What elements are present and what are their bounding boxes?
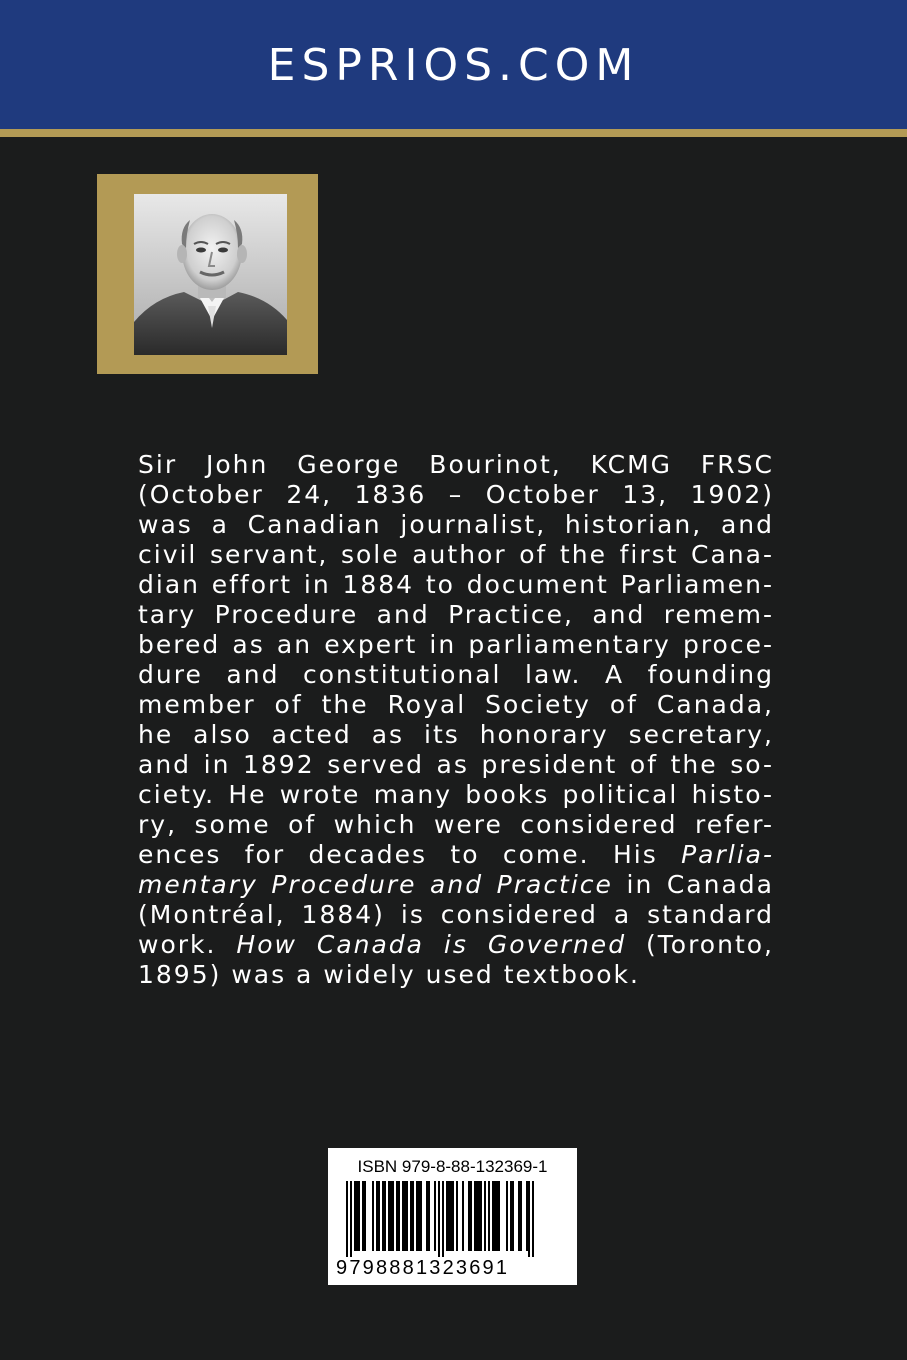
biography-line <box>138 960 774 990</box>
barcode-bar <box>350 1181 352 1257</box>
biography-line <box>138 720 774 750</box>
biography-line <box>138 660 774 690</box>
book-title-text: mentary Procedure and Practice <box>138 870 613 899</box>
biography-text: member of the Royal Society of Canada, <box>138 690 774 719</box>
barcode-bar <box>426 1181 430 1251</box>
biography-line <box>138 900 774 930</box>
biography-text: was a Canadian journalist, historian, and <box>138 510 774 539</box>
barcode-bar <box>410 1181 414 1251</box>
barcode-bar <box>506 1181 508 1251</box>
book-title-text: How Canada is Governed <box>236 930 627 959</box>
barcode-bar <box>526 1181 528 1251</box>
biography-line <box>138 810 774 840</box>
author-portrait-image <box>134 194 287 355</box>
biography-text: (Montréal, 1884) is considered a standard <box>138 900 774 929</box>
barcode-bar <box>532 1181 534 1257</box>
barcode-bar <box>346 1181 348 1257</box>
biography-text: ry, some of which were considered refer- <box>138 810 774 839</box>
barcode-bar <box>456 1181 458 1251</box>
biography-line <box>138 600 774 630</box>
barcode-bar <box>462 1181 464 1251</box>
author-portrait <box>134 194 287 355</box>
barcode-bar <box>362 1181 366 1251</box>
biography-line <box>138 630 774 660</box>
biography-text: and in 1892 served as president of the so- <box>138 750 774 779</box>
barcode-bar <box>372 1181 374 1251</box>
book-title-text: Parlia- <box>681 840 774 869</box>
biography-text: (Toronto, <box>626 930 774 959</box>
biography-text: ciety. He wrote many books political histo- <box>138 780 774 809</box>
biography-text: civil servant, sole author of the first Cana- <box>138 540 774 569</box>
biography-line <box>138 840 774 870</box>
barcode-bar <box>396 1181 400 1251</box>
biography-text: bered as an expert in parliamentary proce- <box>138 630 774 659</box>
barcode-bar <box>446 1181 454 1251</box>
biography-text: he also acted as its honorary secretary, <box>138 720 774 749</box>
biography-line <box>138 780 774 810</box>
biography-text: dure and constitutional law. A founding <box>138 660 774 689</box>
barcode-bar <box>388 1181 394 1251</box>
barcode-bar <box>442 1181 444 1257</box>
isbn-barcode-label <box>328 1148 577 1285</box>
biography-line <box>138 540 774 570</box>
isbn-number: ISBN 979-8-88-132369-1 <box>357 1157 548 1176</box>
barcode-bar <box>474 1181 482 1251</box>
biography-line <box>138 510 774 540</box>
portrait-frame <box>97 174 318 374</box>
barcode-bar <box>492 1181 500 1251</box>
barcode-bar <box>354 1181 360 1251</box>
biography-text: 1895) was a widely used textbook. <box>138 960 640 989</box>
barcode-bar <box>518 1181 522 1251</box>
barcode-bar <box>434 1181 436 1251</box>
barcode-bar <box>484 1181 486 1251</box>
biography-text: work. <box>138 930 237 959</box>
barcode-digits: 9798881323691 <box>336 1257 510 1279</box>
biography-text: Sir John George Bourinot, KCMG FRSC <box>138 450 774 479</box>
biography-text: tary Procedure and Practice, and remem- <box>138 600 774 629</box>
brand-title: ESPRIOS.COM <box>267 40 640 91</box>
author-biography <box>138 450 774 990</box>
header-gold-stripe <box>0 129 907 137</box>
barcode <box>346 1181 560 1257</box>
biography-line <box>138 450 774 480</box>
barcode-bar <box>528 1181 530 1257</box>
barcode-bar <box>382 1181 386 1251</box>
biography-line <box>138 750 774 780</box>
barcode-bar <box>416 1181 422 1251</box>
barcode-bar <box>376 1181 380 1251</box>
biography-line <box>138 480 774 510</box>
barcode-bar <box>402 1181 408 1251</box>
biography-text: (October 24, 1836 – October 13, 1902) <box>138 480 774 509</box>
barcode-bar <box>510 1181 514 1251</box>
biography-line <box>138 870 774 900</box>
brand-header <box>0 0 907 129</box>
biography-line <box>138 690 774 720</box>
biography-text: ences for decades to come. His <box>138 840 682 869</box>
biography-line <box>138 930 774 960</box>
biography-text: dian effort in 1884 to document Parliamen- <box>138 570 774 599</box>
barcode-bar <box>468 1181 472 1251</box>
barcode-bar <box>438 1181 440 1257</box>
barcode-bar <box>488 1181 490 1251</box>
biography-text: in Canada <box>612 870 774 899</box>
biography-line <box>138 570 774 600</box>
